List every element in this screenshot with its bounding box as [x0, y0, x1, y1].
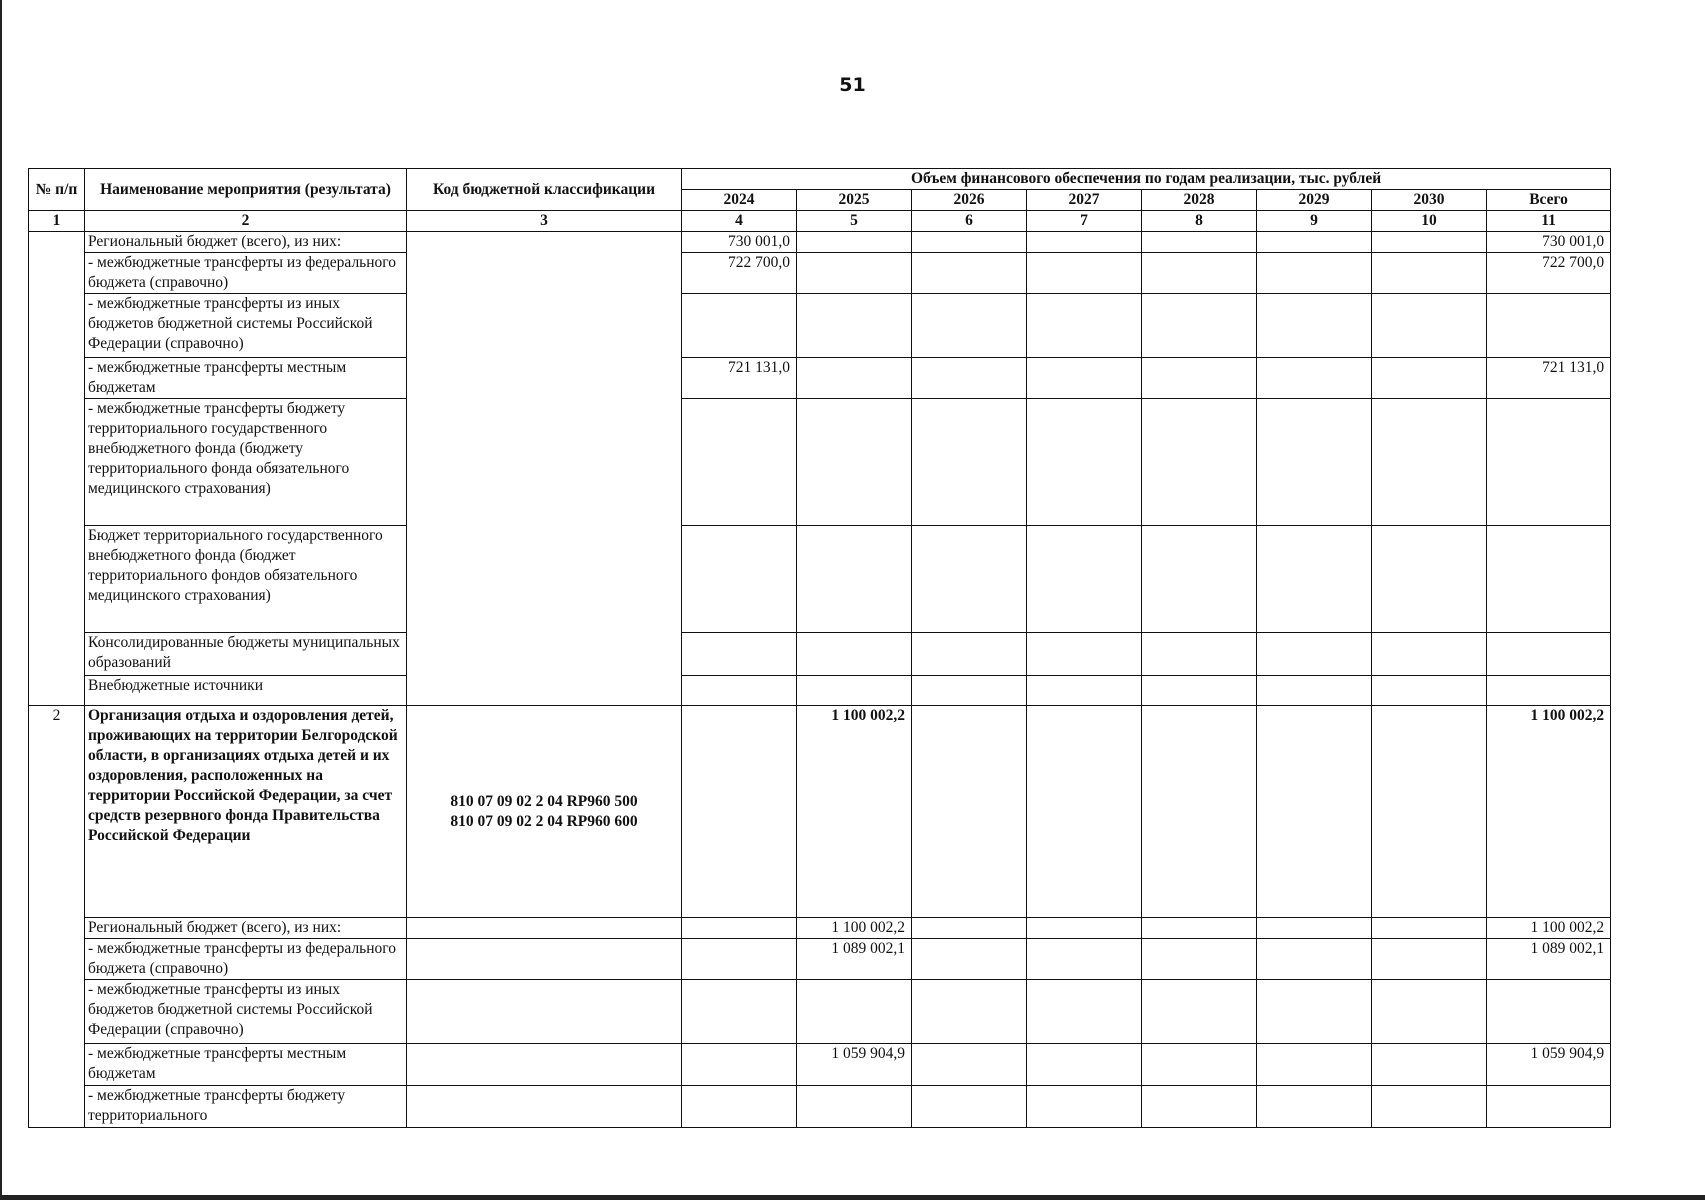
table-row — [29, 294, 1611, 358]
row-name: Консолидированные бюджеты муниципальных образований — [85, 633, 407, 676]
row-name: - межбюджетные трансферты из федерального бюджета (справочно) — [85, 939, 407, 980]
row-name: Региональный бюджет (всего), из них: — [85, 232, 407, 253]
header-year: 2030 — [1372, 190, 1487, 211]
value-total: 730 001,0 — [1487, 232, 1611, 253]
column-number-row — [29, 211, 1611, 232]
column-number: 8 — [1142, 211, 1257, 232]
budget-code-line: 810 07 09 02 2 04 RP960 500 — [450, 792, 638, 810]
value-2025 — [797, 980, 912, 1044]
table-row — [29, 232, 1611, 253]
code-cell — [407, 232, 682, 706]
financing-table — [28, 168, 1611, 1128]
scan-bottom-edge — [0, 1195, 1705, 1200]
row-name: Бюджет территориального государственного внебюджетного фонда (бюджет территориального фондов обязательного медицинского страхования) — [85, 526, 407, 633]
table-row — [29, 706, 1611, 918]
column-number: 3 — [407, 211, 682, 232]
row-name: - межбюджетные трансферты местным бюджетам — [85, 358, 407, 399]
header-name: Наименование мероприятия (результата) — [85, 169, 407, 211]
value-total: 1 100 002,2 — [1487, 918, 1611, 939]
value-2025: 1 089 002,1 — [797, 939, 912, 980]
column-number: 9 — [1257, 211, 1372, 232]
value-2024 — [682, 294, 797, 358]
value-total — [1487, 676, 1611, 706]
value-total — [1487, 526, 1611, 633]
value-total: 1 089 002,1 — [1487, 939, 1611, 980]
measure-title: Организация отдыха и оздоровления детей, проживающих на территории Белгородской области, в организациях отдыха детей и их оздоровления, расположенных на территории Российской Федерации, за счет средств резервного фонда Правительства Российской Федерации — [85, 706, 407, 918]
table-row — [29, 1044, 1611, 1086]
value-2025: 1 100 002,2 — [797, 706, 912, 918]
column-number: 4 — [682, 211, 797, 232]
header-year: 2029 — [1257, 190, 1372, 211]
header-code: Код бюджетной классификации — [407, 169, 682, 211]
table-row — [29, 399, 1611, 526]
row-name: - межбюджетные трансферты бюджету территориального государственного внебюджетного фонда (бюджету территориального фонда обязательного медицинского страхования) — [85, 399, 407, 526]
row-name: - межбюджетные трансферты из иных бюджетов бюджетной системы Российской Федерации (справочно) — [85, 294, 407, 358]
table-row — [29, 918, 1611, 939]
table-row — [29, 980, 1611, 1044]
table-row — [29, 676, 1611, 706]
value-2025: 1 059 904,9 — [797, 1044, 912, 1086]
column-number: 11 — [1487, 211, 1611, 232]
value-2024 — [682, 676, 797, 706]
value-2024 — [682, 399, 797, 526]
budget-code — [407, 706, 682, 918]
column-number: 5 — [797, 211, 912, 232]
header-row — [29, 169, 1611, 190]
value-2024: 722 700,0 — [682, 253, 797, 294]
value-2024: 730 001,0 — [682, 232, 797, 253]
page-number: 51 — [839, 74, 866, 96]
value-2025 — [797, 1086, 912, 1128]
table-row — [29, 358, 1611, 399]
header-year: 2026 — [912, 190, 1027, 211]
column-number: 1 — [29, 211, 85, 232]
column-number: 2 — [85, 211, 407, 232]
row-name: - межбюджетные трансферты местным бюджетам — [85, 1044, 407, 1086]
value-total — [1487, 294, 1611, 358]
value-total: 1 059 904,9 — [1487, 1044, 1611, 1086]
row-name: Внебюджетные источники — [85, 676, 407, 706]
row-name: - межбюджетные трансферты бюджету территориального — [85, 1086, 407, 1128]
value-2024: 721 131,0 — [682, 358, 797, 399]
value-2025: 1 100 002,2 — [797, 918, 912, 939]
table-row — [29, 526, 1611, 633]
value-total: 722 700,0 — [1487, 253, 1611, 294]
row-name: Региональный бюджет (всего), из них: — [85, 918, 407, 939]
value-2024 — [682, 633, 797, 676]
column-number: 6 — [912, 211, 1027, 232]
table-row — [29, 253, 1611, 294]
value-total — [1487, 980, 1611, 1044]
value-total — [1487, 399, 1611, 526]
header-year: 2025 — [797, 190, 912, 211]
table-row — [29, 633, 1611, 676]
value-total: 1 100 002,2 — [1487, 706, 1611, 918]
header-volume: Объем финансового обеспечения по годам реализации, тыс. рублей — [682, 169, 1611, 190]
column-number: 7 — [1027, 211, 1142, 232]
row-number-cell — [29, 232, 85, 706]
header-year: 2028 — [1142, 190, 1257, 211]
row-number: 2 — [29, 706, 85, 1128]
header-total: Всего — [1487, 190, 1611, 211]
row-name: - межбюджетные трансферты из федерального бюджета (справочно) — [85, 253, 407, 294]
column-number: 10 — [1372, 211, 1487, 232]
header-year: 2027 — [1027, 190, 1142, 211]
row-name: - межбюджетные трансферты из иных бюджетов бюджетной системы Российской Федерации (справочно) — [85, 980, 407, 1044]
header-year: 2024 — [682, 190, 797, 211]
scan-left-edge — [0, 0, 2, 1200]
budget-code-line: 810 07 09 02 2 04 RP960 600 — [450, 812, 638, 830]
value-total — [1487, 633, 1611, 676]
value-total — [1487, 1086, 1611, 1128]
table-row — [29, 1086, 1611, 1128]
value-2024 — [682, 526, 797, 633]
value-total: 721 131,0 — [1487, 358, 1611, 399]
table-row — [29, 939, 1611, 980]
header-no: № п/п — [29, 169, 85, 211]
